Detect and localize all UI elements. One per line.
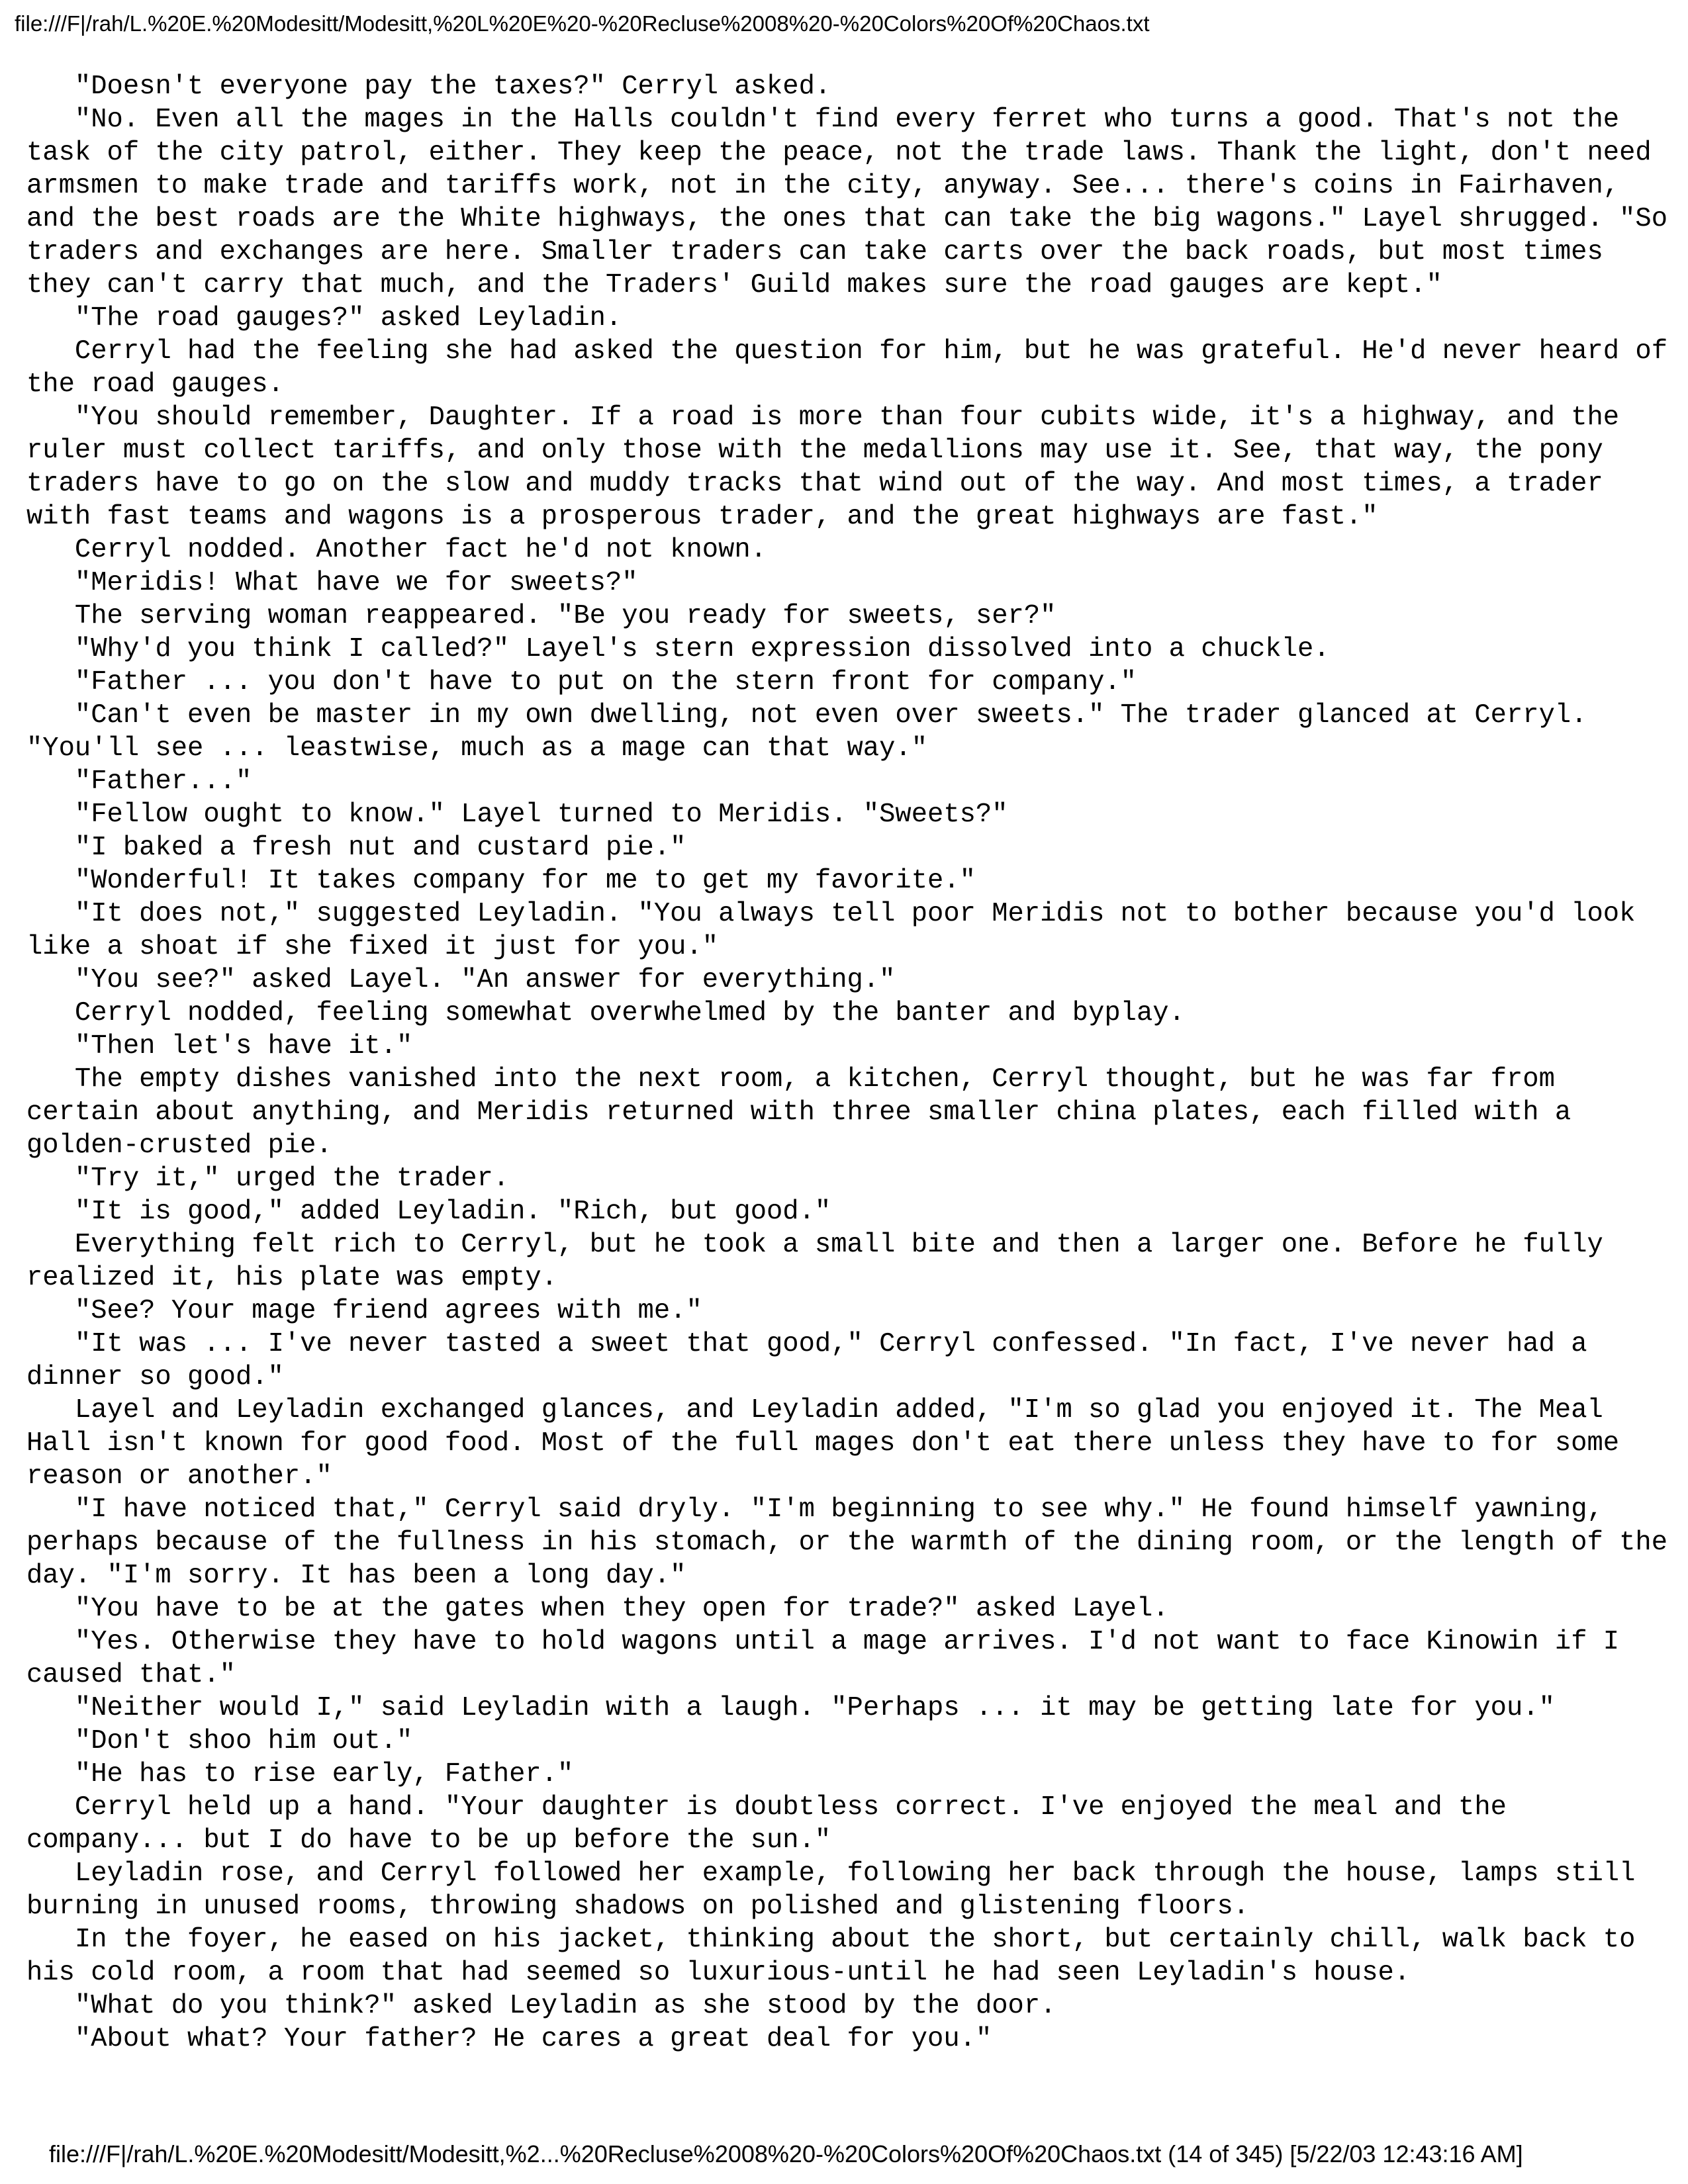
paragraph: Layel and Leyladin exchanged glances, and Leyladin added, "I'm so glad you enjoyed it. The Meal Hall isn't known for good food. Most of the full mages don't eat there unless they have to for some reason or another." <box>26 1395 1636 1492</box>
paragraph: The serving woman reappeared. "Be you ready for sweets, ser?" <box>26 601 1056 631</box>
paragraph: "Father ... you don't have to put on the stern front for company." <box>26 667 1137 698</box>
document-body <box>26 70 1684 2056</box>
paragraph: "Then let's have it." <box>26 1031 413 1062</box>
paragraph: Cerryl nodded. Another fact he'd not known. <box>26 535 767 565</box>
paragraph: "It is good," added Leyladin. "Rich, but good." <box>26 1197 831 1227</box>
paragraph: "Neither would I," said Leyladin with a laugh. "Perhaps ... it may be getting late for you." <box>26 1693 1555 1723</box>
paragraph: "Doesn't everyone pay the taxes?" Cerryl asked. <box>26 71 831 102</box>
paragraph: "Meridis! What have we for sweets?" <box>26 568 638 598</box>
paragraph: "It does not," suggested Leyladin. "You always tell poor Meridis not to bother because you'd look like a shoat if she fixed it just for you." <box>26 899 1652 962</box>
paragraph: "The road gauges?" asked Leyladin. <box>26 303 622 334</box>
paragraph: Cerryl had the feeling she had asked the question for him, but he was grateful. He'd never heard of the road gauges. <box>26 336 1684 400</box>
paragraph: In the foyer, he eased on his jacket, thinking about the short, but certainly chill, walk back to his cold room, a room that had seemed so luxurious-until he had seen Leyladin's house. <box>26 1925 1652 1988</box>
paragraph: "I have noticed that," Cerryl said dryly. "I'm beginning to see why." He found himself yawning, perhaps because of the fullness in his stomach, or the warmth of the dining room, or the length of the day. "I'm sorry. It has been a long day." <box>26 1494 1684 1591</box>
paragraph: "I baked a fresh nut and custard pie." <box>26 833 686 863</box>
paragraph: "Yes. Otherwise they have to hold wagons until a mage arrives. I'd not want to face Kinowin if I caused that." <box>26 1627 1636 1690</box>
paragraph: Everything felt rich to Cerryl, but he took a small bite and then a larger one. Before he fully realized it, his plate was empty. <box>26 1230 1620 1293</box>
paragraph: "You see?" asked Layel. "An answer for everything." <box>26 965 896 995</box>
paragraph: "See? Your mage friend agrees with me." <box>26 1296 702 1326</box>
paragraph: The empty dishes vanished into the next room, a kitchen, Cerryl thought, but he was far from certain about anything, and Meridis returned with three smaller china plates, each filled with a golden-crusted pie. <box>26 1064 1587 1161</box>
paragraph: "No. Even all the mages in the Halls couldn't find every ferret who turns a good. That's not the task of the city patrol, either. They keep the peace, not the trade laws. Thank the light, don't need armsmen to make trade and tariffs work, not in the city, anyway. See... there's coins in Fairhaven, and the best roads are the White highways, the ones that can take the big wagons." Layel shrugged. "So traders and exchanges are here. Smaller traders can take carts over the back roads, but most times they can't carry that much, and the Traders' Guild makes sure the road gauges are kept." <box>26 105 1684 300</box>
paragraph: "Wonderful! It takes company for me to get my favorite." <box>26 866 976 896</box>
paragraph: "Try it," urged the trader. <box>26 1163 510 1194</box>
paragraph: Leyladin rose, and Cerryl followed her example, following her back through the house, lamps still burning in unused rooms, throwing shadows on polished and glistening floors. <box>26 1858 1652 1922</box>
paragraph: Cerryl nodded, feeling somewhat overwhelmed by the banter and byplay. <box>26 998 1185 1028</box>
paragraph: "Fellow ought to know." Layel turned to Meridis. "Sweets?" <box>26 799 1008 830</box>
paragraph: "Father..." <box>26 766 252 797</box>
paragraph: "It was ... I've never tasted a sweet that good," Cerryl confessed. "In fact, I've never had a dinner so good." <box>26 1329 1603 1392</box>
page-footer: file:///F|/rah/L.%20E.%20Modesitt/Modesitt,%2...%20Recluse%2008%20-%20Colors%20Of%20Chaos.txt (14 of 345) [5/22/03 12:43:16 AM] <box>49 2140 1523 2167</box>
file-path-header: file:///F|/rah/L.%20E.%20Modesitt/Modesitt,%20L%20E%20-%20Recluse%2008%20-%20Colors%20Of%20Chaos.txt <box>15 11 1150 36</box>
paragraph: "About what? Your father? He cares a great deal for you." <box>26 2024 992 2054</box>
paragraph: "Why'd you think I called?" Layel's stern expression dissolved into a chuckle. <box>26 634 1330 664</box>
paragraph: "Don't shoo him out." <box>26 1726 413 1756</box>
paragraph: "You should remember, Daughter. If a road is more than four cubits wide, it's a highway, and the ruler must collect tariffs, and only those with the medallions may use it. See, that way, the pony traders have to go on the slow and muddy tracks that wind out of the way. And most times, a trader with fast teams and wagons is a prosperous trader, and the great highways are fast." <box>26 402 1636 532</box>
paragraph: "What do you think?" asked Leyladin as she stood by the door. <box>26 1991 1056 2021</box>
paragraph: "He has to rise early, Father." <box>26 1759 574 1790</box>
paragraph: Cerryl held up a hand. "Your daughter is doubtless correct. I've enjoyed the meal and the company... but I do have to be up before the sun." <box>26 1792 1523 1856</box>
paragraph: "Can't even be master in my own dwelling, not even over sweets." The trader glanced at Cerryl. "You'll see ... leastwise, much as a mage can that way." <box>26 700 1603 764</box>
paragraph: "You have to be at the gates when they open for trade?" asked Layel. <box>26 1594 1169 1624</box>
